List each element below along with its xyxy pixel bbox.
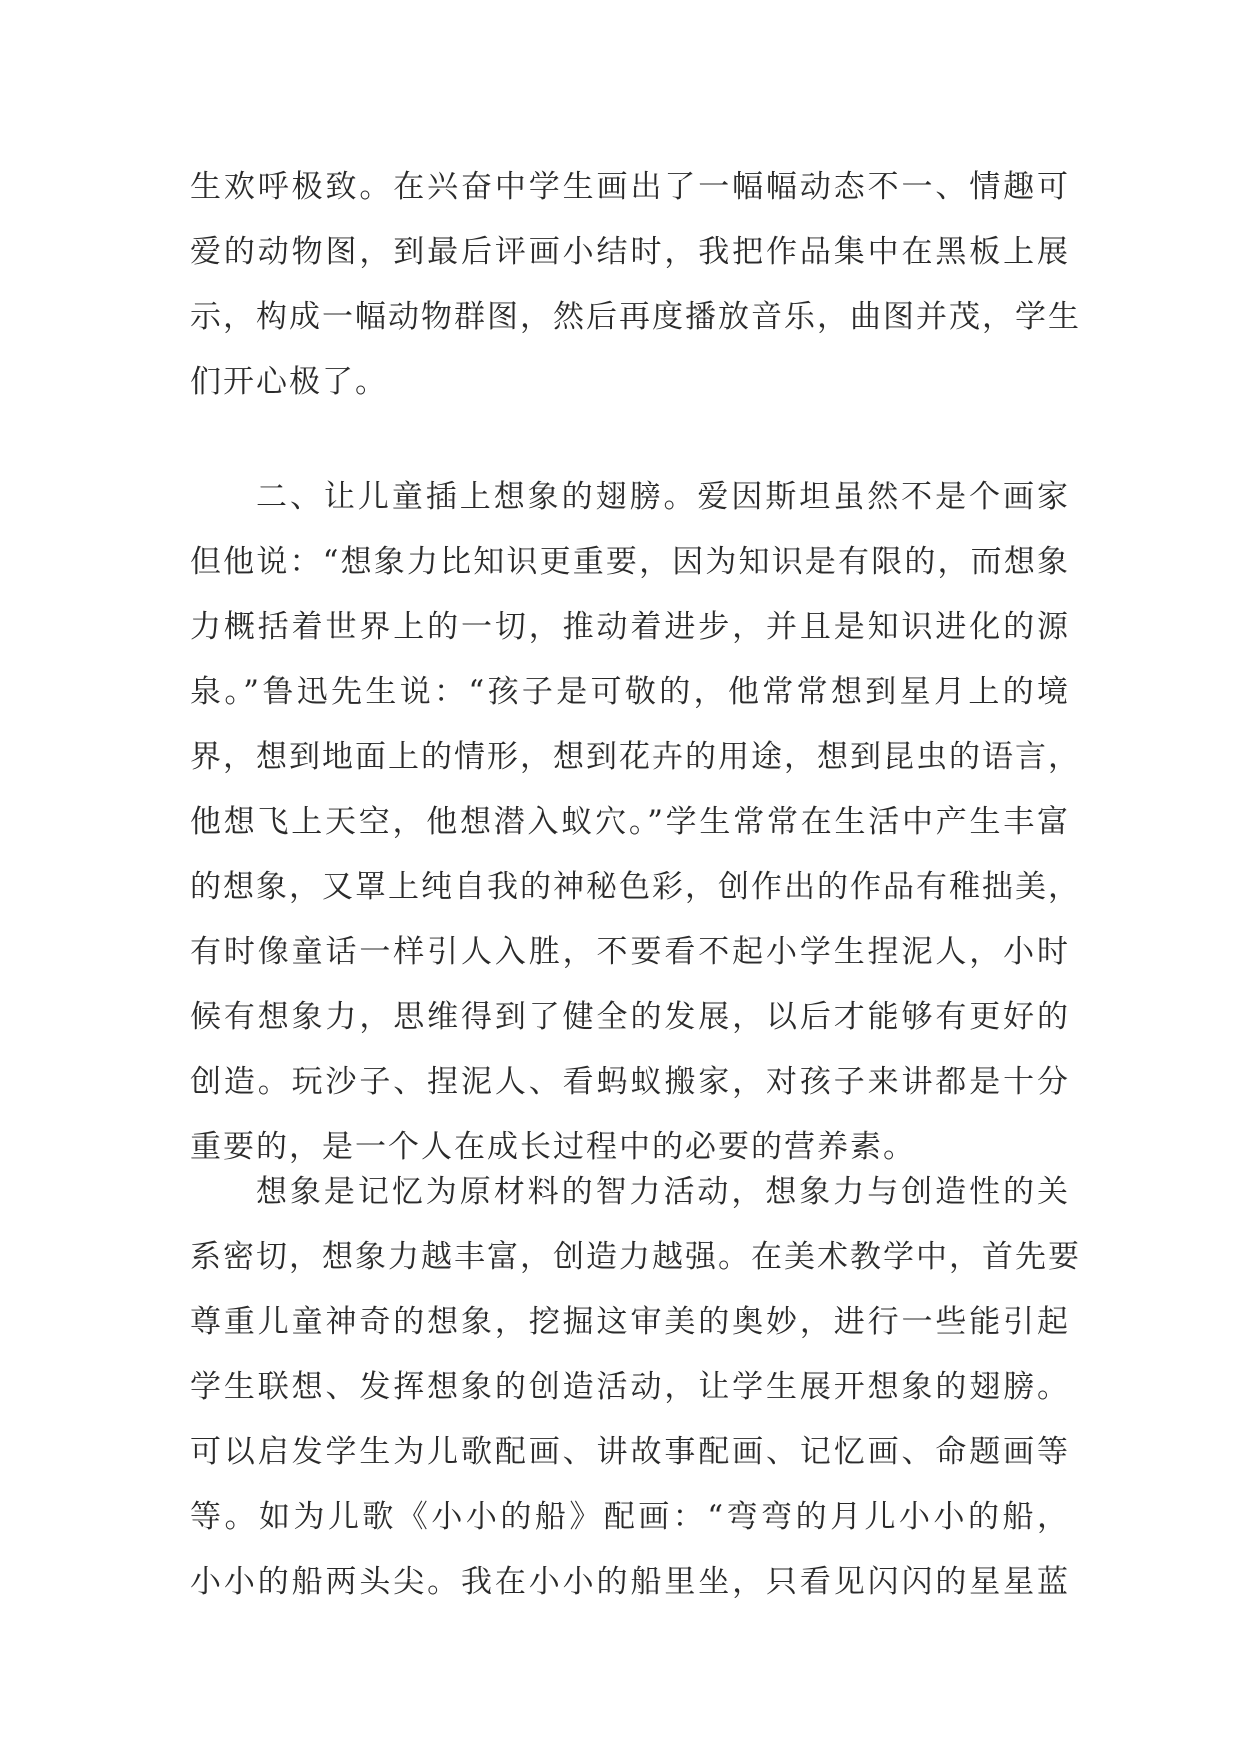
paragraph-2 — [190, 465, 1081, 1180]
text-line: 候有想象力，思维得到了健全的发展，以后才能够有更好的 — [190, 999, 1070, 1035]
text-line: 泉。”鲁迅先生说：“孩子是可敬的，他常常想到星月上的境 — [190, 674, 1070, 710]
text-line: 尊重儿童神奇的想象，挖掘这审美的奥妙，进行一些能引起 — [190, 1304, 1070, 1340]
text-line: 爱的动物图，到最后评画小结时，我把作品集中在黑板上展 — [190, 234, 1070, 270]
text-line: 重要的，是一个人在成长过程中的必要的营养素。 — [190, 1129, 916, 1165]
text-line: 界，想到地面上的情形，想到花卉的用途，想到昆虫的语言， — [190, 739, 1081, 775]
text-line: 有时像童话一样引人入胜，不要看不起小学生捏泥人，小时 — [190, 934, 1070, 970]
text-line: 力概括着世界上的一切，推动着进步，并且是知识进化的源 — [190, 609, 1070, 645]
text-line: 的想象，又罩上纯自我的神秘色彩，创作出的作品有稚拙美， — [190, 869, 1081, 905]
text-line: 学生联想、发挥想象的创造活动，让学生展开想象的翅膀。 — [190, 1369, 1070, 1405]
text-line: 生欢呼极致。在兴奋中学生画出了一幅幅动态不一、情趣可 — [190, 169, 1070, 205]
text-line: 可以启发学生为儿歌配画、讲故事配画、记忆画、命题画等 — [190, 1434, 1070, 1470]
text-line: 二、让儿童插上想象的翅膀。爱因斯坦虽然不是个画家 — [256, 479, 1070, 515]
text-line: 小小的船两头尖。我在小小的船里坐，只看见闪闪的星星蓝 — [190, 1564, 1070, 1600]
text-line: 等。如为儿歌《小小的船》配画：“弯弯的月儿小小的船， — [190, 1499, 1070, 1535]
text-line: 但他说：“想象力比知识更重要，因为知识是有限的，而想象 — [190, 544, 1070, 580]
text-line: 系密切，想象力越丰富，创造力越强。在美术教学中，首先要 — [190, 1239, 1081, 1275]
text-line: 们开心极了。 — [190, 364, 388, 400]
text-line: 创造。玩沙子、捏泥人、看蚂蚁搬家，对孩子来讲都是十分 — [190, 1064, 1070, 1100]
paragraph-1 — [190, 155, 1081, 415]
text-line: 示，构成一幅动物群图，然后再度播放音乐，曲图并茂，学生 — [190, 299, 1081, 335]
paragraph-3 — [190, 1160, 1081, 1615]
text-line: 想象是记忆为原材料的智力活动，想象力与创造性的关 — [256, 1174, 1070, 1210]
text-line: 他想飞上天空，他想潜入蚁穴。”学生常常在生活中产生丰富 — [190, 804, 1070, 840]
